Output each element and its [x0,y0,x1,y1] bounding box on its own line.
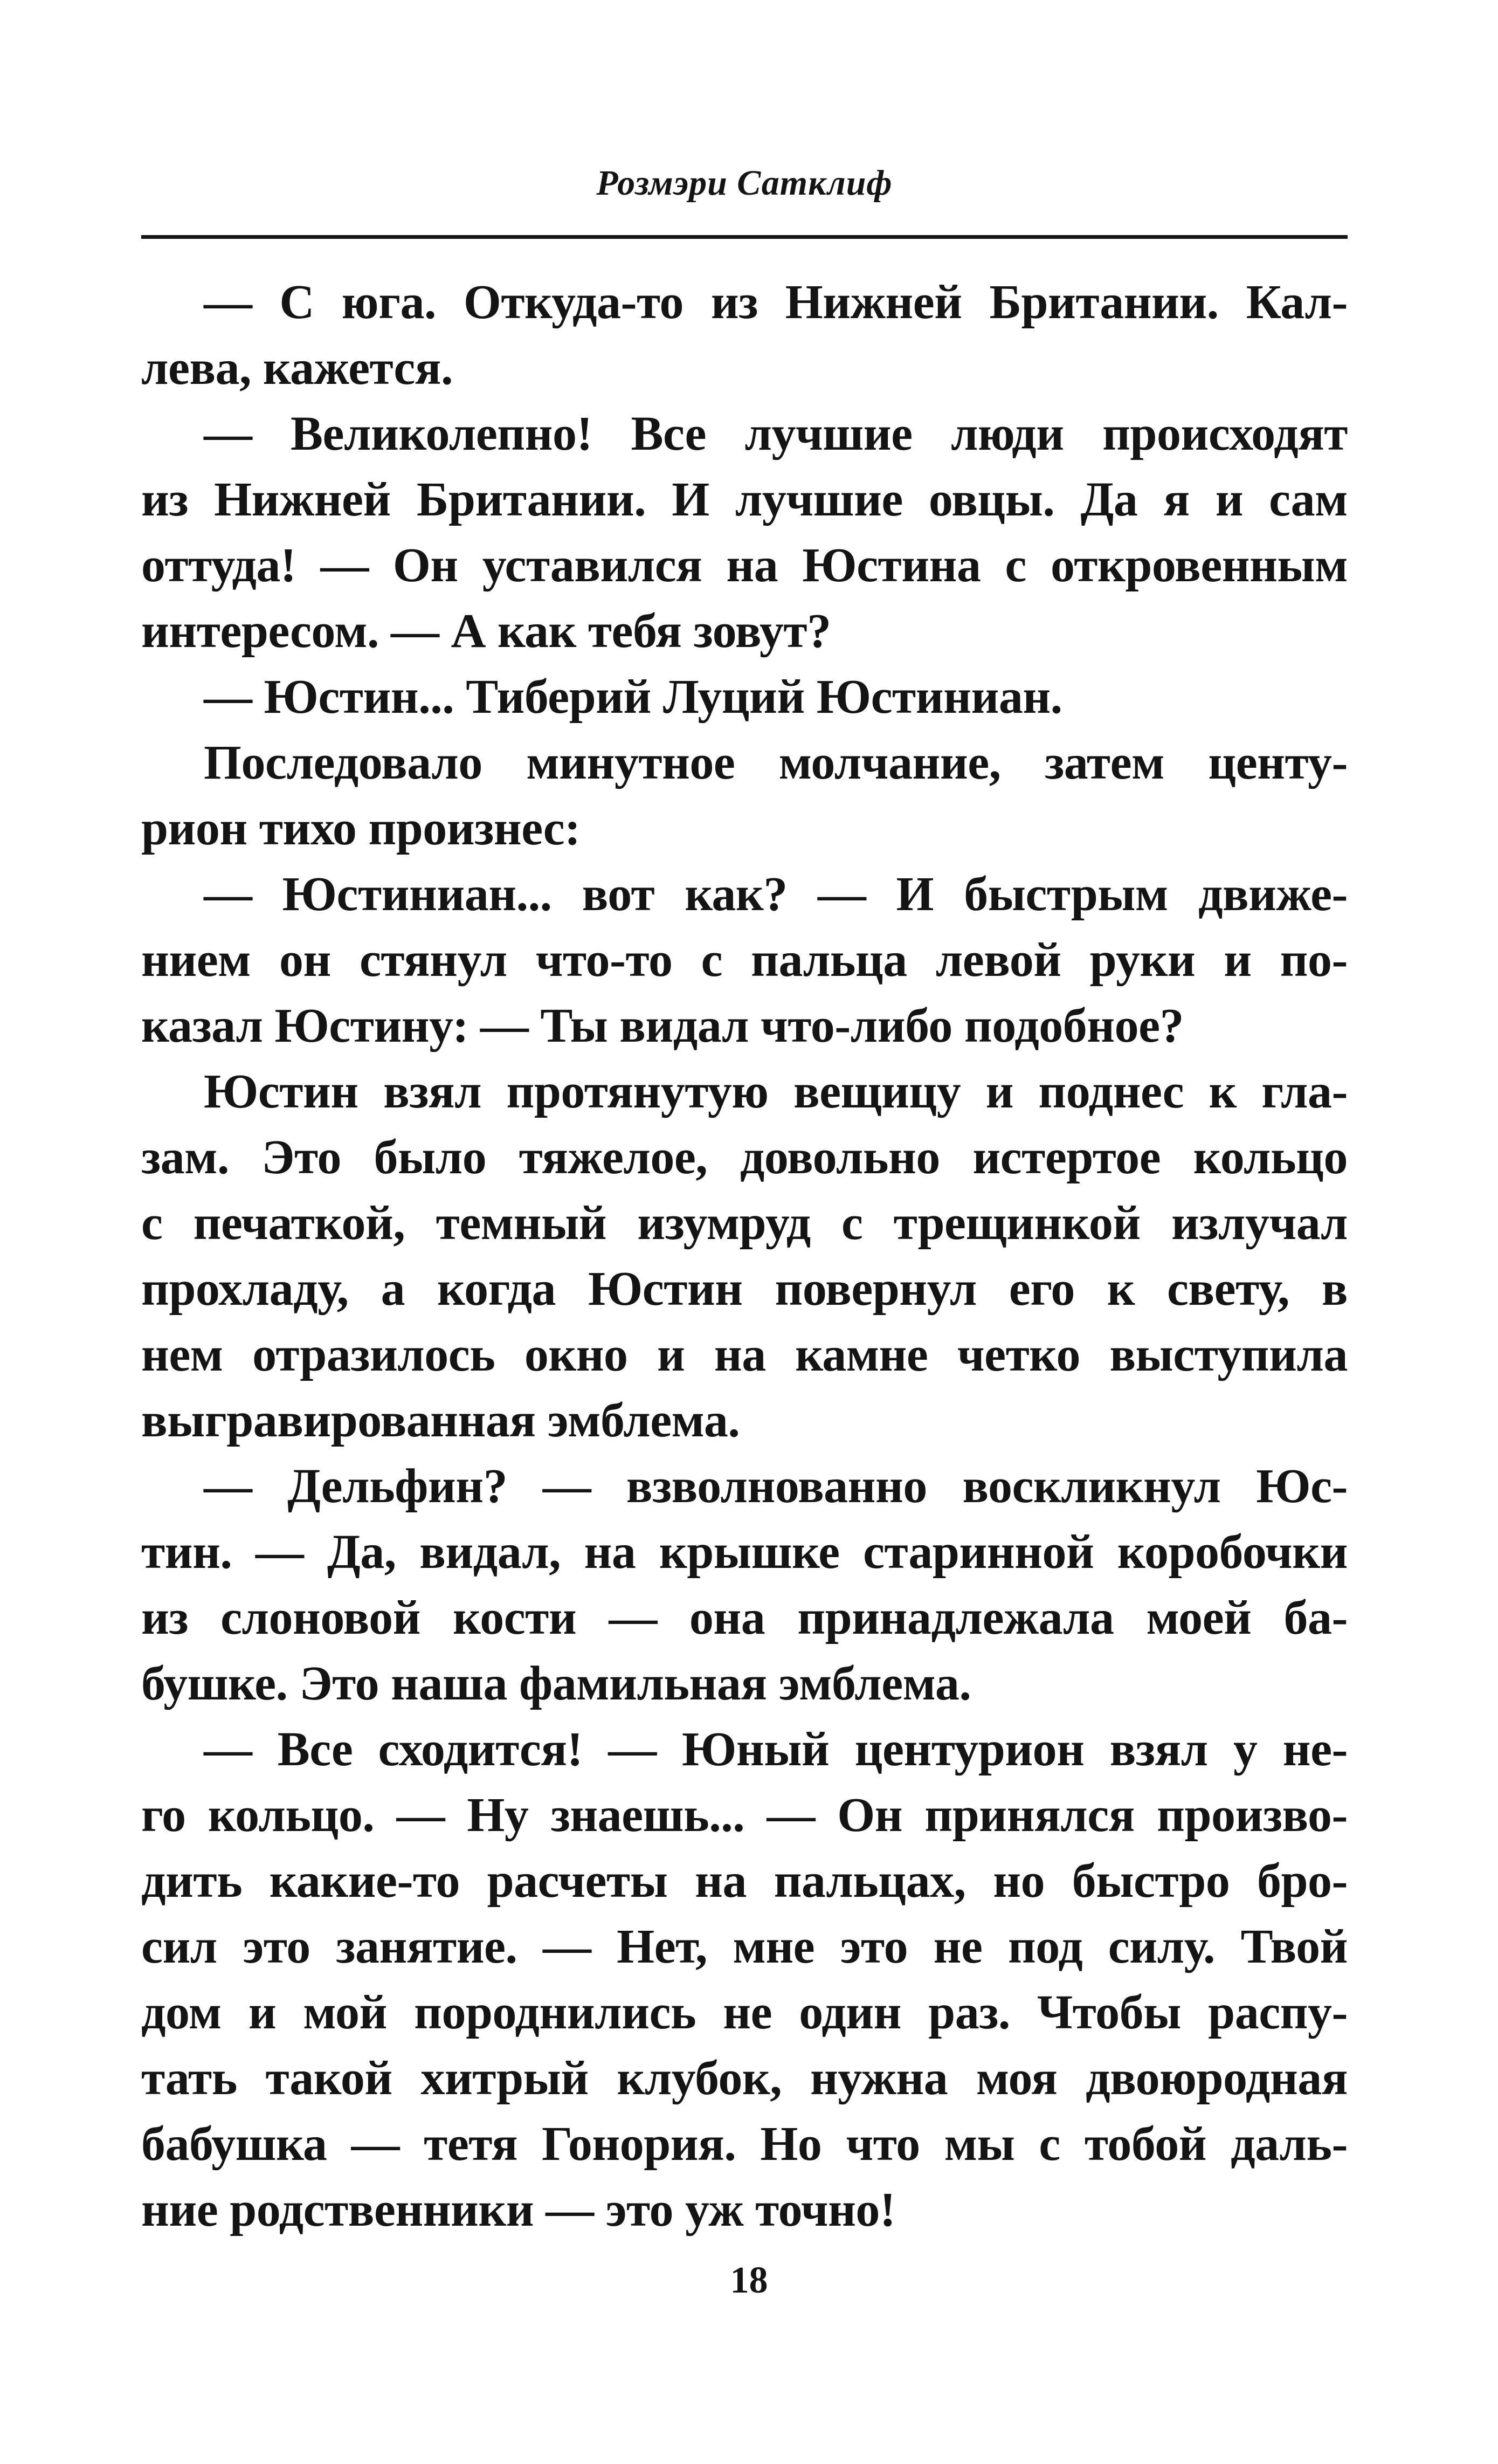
text-line: — Все сходится! — Юный центурион взял у не- [204,1723,1348,1776]
text-line: зам. Это было тяжелое, довольно истертое кольцо [141,1131,1348,1184]
text-line: — Юстин... Тиберий Луций Юстиниан. [204,670,1062,724]
text-line: ние родственники — это уж точно! [141,2183,896,2236]
page-number: 18 [730,2260,768,2301]
text-line: бушке. Это наша фамильная эмблема. [141,1657,971,1710]
text-line: тать такой хитрый клубок, нужна моя двоюродная [141,2052,1348,2105]
text-line: оттуда! — Он уставился на Юстина с откровенным [141,539,1348,592]
text-line: го кольцо. — Ну знаешь... — Он принялся произво- [141,1788,1348,1842]
text-line: бабушка — тетя Гонория. Но что мы с тобой даль- [141,2117,1348,2171]
text-line: лева, кажется. [141,341,453,395]
text-line: Юстин взял протянутую вещицу и поднес к гла- [204,1065,1348,1118]
text-line: дить какие-то расчеты на пальцах, но быстро бро- [141,1854,1348,1908]
body-text [141,270,1348,2243]
text-line: — Дельфин? — взволнованно воскликнул Юс- [204,1460,1348,1513]
text-line: из слоновой кости — она принадлежала моей ба- [141,1591,1348,1644]
text-line: с печаткой, темный изумруд с трещинкой излучал [141,1196,1348,1250]
header-rule [141,235,1348,239]
text-line: Последовало минутное молчание, затем центу- [204,736,1348,789]
text-line: рион тихо произнес: [141,802,581,855]
text-line: дом и мой породнились не один раз. Чтобы распу- [141,1986,1348,2039]
text-line: сил это занятие. — Нет, мне это не под силу. Твой [141,1920,1348,1973]
text-line: выгравированная эмблема. [141,1394,740,1447]
text-line: — Юстиниан... вот как? — И быстрым движе- [204,868,1348,921]
text-line: — С юга. Откуда-то из Нижней Британии. Кал- [204,276,1348,329]
text-line: прохладу, а когда Юстин повернул его к свету, в [141,1262,1348,1316]
text-line: казал Юстину: — Ты видал что-либо подобное? [141,999,1184,1052]
text-line: — Великолепно! Все лучшие люди происходят [204,407,1348,460]
running-title: Розмэри Сатклиф [596,163,893,203]
text-line: интересом. — А как тебя зовут? [141,604,831,658]
text-line: тин. — Да, видал, на крышке старинной коробочки [141,1525,1348,1579]
text-line: нием он стянул что-то с пальца левой руки и по- [141,933,1348,987]
text-line: из Нижней Британии. И лучшие овцы. Да я и сам [141,473,1348,526]
text-line: нем отразилось окно и на камне четко выступила [141,1328,1348,1381]
